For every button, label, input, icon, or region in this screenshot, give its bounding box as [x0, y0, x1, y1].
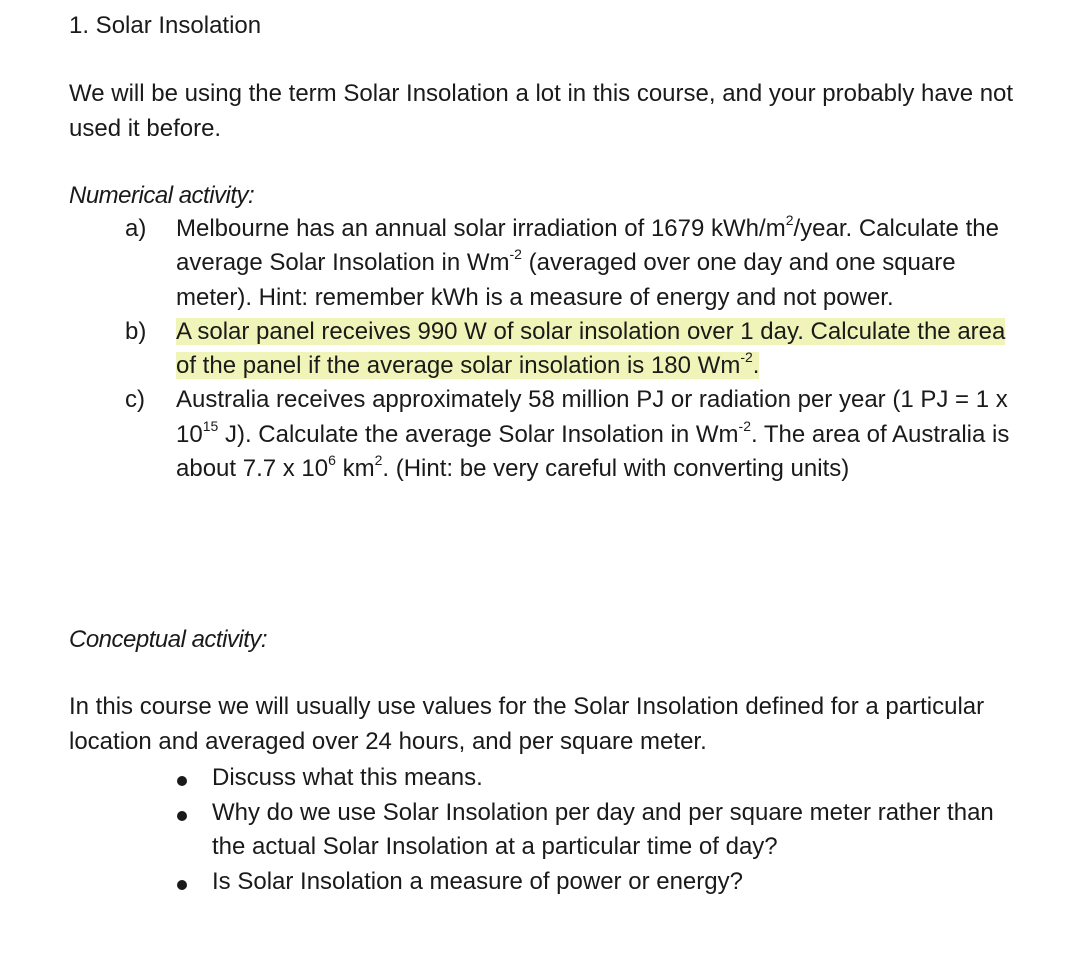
bullet-text: Is Solar Insolation a measure of power or energy?	[212, 867, 743, 895]
question-marker: c)	[125, 386, 145, 414]
superscript: 15	[202, 417, 219, 434]
text-run: . (Hint: be very careful with converting units)	[382, 455, 850, 483]
question-c	[69, 383, 1029, 486]
bullet-text: Why do we use Solar Insolation per day and per square meter rather than the actual Solar Insolation at a particular time of day?	[212, 798, 994, 860]
superscript: -2	[509, 246, 522, 263]
conceptual-intro-paragraph: In this course we will usually use values for the Solar Insolation defined for a particular location and averaged over 24 hours, and per square meter.	[69, 693, 985, 755]
bullet-dot-icon	[177, 880, 187, 890]
bullet-dot-icon	[177, 776, 187, 786]
section-title: 1. Solar Insolation	[69, 12, 262, 39]
text-run: A solar panel receives 990 W of solar insolation over 1 day. Calculate the area of the panel if the average solar insolation is 180 Wm	[176, 317, 1006, 380]
question-b	[69, 315, 1029, 384]
bullet-item	[69, 761, 1029, 796]
text-run: . The area of Australia is about 7.7 x 10	[176, 420, 1010, 483]
text-run: J). Calculate the average Solar Insolation in Wm	[218, 420, 739, 448]
bullet-item	[69, 796, 1029, 865]
question-text	[176, 383, 1029, 486]
numerical-question-list	[69, 212, 1029, 486]
question-marker: a)	[125, 215, 147, 242]
superscript: 6	[328, 452, 336, 469]
highlighted-text	[176, 318, 1005, 379]
superscript: 2	[785, 212, 794, 228]
bullet-item	[69, 865, 1029, 900]
superscript: -2	[740, 349, 753, 366]
superscript: -2	[738, 417, 751, 434]
question-text	[176, 212, 1029, 315]
text-run: Australia receives approximately 58 million PJ or radiation per year (1 PJ = 1 x 10	[176, 386, 1008, 448]
bullet-dot-icon	[177, 811, 187, 821]
text-run: (averaged over one day and one square meter). Hint: remember kWh is a measure of energy and not power.	[176, 249, 956, 311]
text-run: .	[752, 352, 760, 380]
text-run: Melbourne has an annual solar irradiation of 1679 kWh/m	[176, 215, 786, 242]
intro-paragraph: We will be using the term Solar Insolation a lot in this course, and your probably have not used it before.	[69, 80, 1014, 142]
question-a	[69, 212, 1029, 315]
bullet-text: Discuss what this means.	[212, 764, 483, 791]
superscript: 2	[374, 452, 383, 469]
numerical-activity-heading: Numerical activity:	[69, 182, 255, 209]
question-text	[176, 315, 1029, 384]
question-marker: b)	[125, 317, 147, 345]
conceptual-bullet-list	[69, 761, 1029, 899]
conceptual-activity-heading: Conceptual activity:	[69, 626, 268, 653]
text-run: /year. Calculate the average Solar Insolation in Wm	[176, 215, 999, 277]
text-run: km	[335, 455, 375, 483]
